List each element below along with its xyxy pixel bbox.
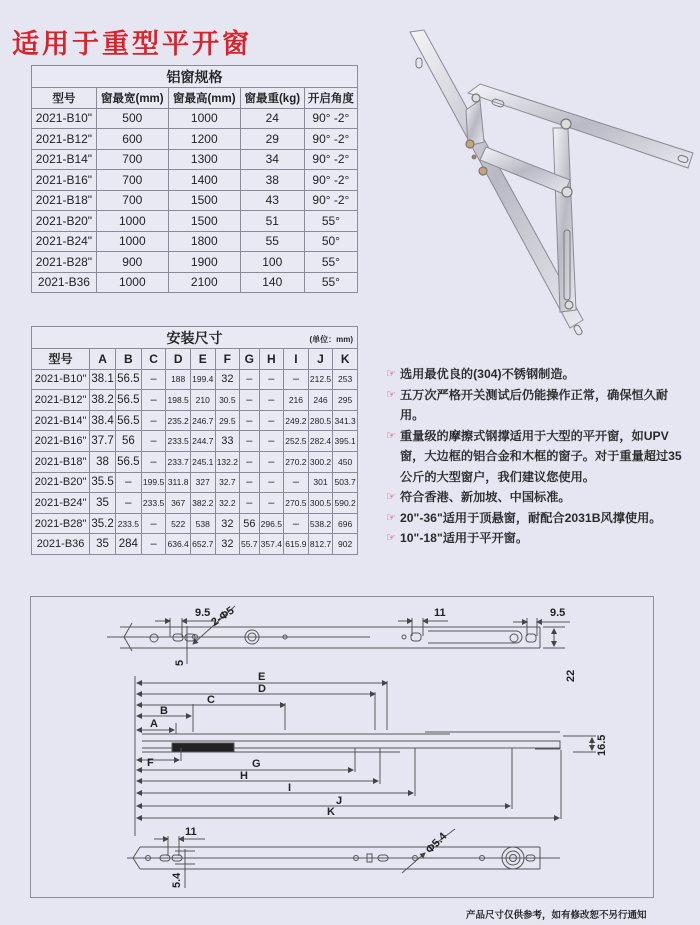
dim-9-5-left: 9.5	[195, 607, 211, 619]
spec-table-row	[32, 149, 358, 170]
install-table-cell: 56.5	[115, 369, 141, 390]
install-table-cell: 590.2	[333, 493, 358, 514]
install-table-cell: –	[240, 410, 259, 431]
unit-label: (单位：mm)	[309, 335, 353, 344]
spec-table-header-cell: 开启角度	[304, 88, 357, 109]
dim-5-4: 5.4	[171, 872, 183, 888]
spec-table-cell: 1800	[168, 231, 240, 252]
spec-table-cell: 1400	[168, 170, 240, 191]
install-table-cell: 280.5	[308, 410, 333, 431]
install-table-cell: 311.8	[166, 472, 191, 493]
install-table-cell: 32	[215, 513, 240, 534]
dim-label-g: G	[252, 758, 261, 770]
spec-table-cell: 1500	[168, 190, 240, 211]
install-table-cell: 246.7	[190, 410, 215, 431]
install-table-cell: 636.4	[166, 534, 191, 555]
install-table-cell: –	[240, 369, 259, 390]
install-table-cell: –	[141, 390, 166, 411]
spec-table-row	[32, 252, 358, 273]
spec-table-cell: 1300	[168, 149, 240, 170]
feature-text: 符合香港、新加坡、中国标准。	[400, 490, 571, 504]
install-table-cell: 199.4	[190, 369, 215, 390]
install-table-cell: 270.5	[284, 493, 309, 514]
dim-label-d: D	[258, 683, 266, 695]
dim-22: 22	[565, 669, 577, 682]
spec-table-cell: 1000	[96, 272, 168, 293]
spec-table-header-cell: 窗最宽(mm)	[96, 88, 168, 109]
dim-label-h: H	[240, 770, 248, 782]
install-table-row	[32, 513, 358, 534]
install-table-cell: 188	[166, 369, 191, 390]
install-table-header-cell: G	[240, 349, 259, 370]
install-table-row	[32, 390, 358, 411]
feature-text: 10"-18"适用于平开窗。	[400, 531, 529, 545]
install-table-cell: –	[284, 513, 309, 534]
spec-table-cell: 1500	[168, 211, 240, 232]
technical-drawing	[30, 596, 654, 898]
feature-item	[386, 364, 686, 385]
install-table-cell: 233.5	[166, 431, 191, 452]
dim-label-c: C	[207, 694, 215, 706]
install-table-header-cell: A	[90, 349, 116, 370]
spec-table-cell: 51	[240, 211, 304, 232]
feature-item	[386, 487, 686, 508]
pointing-hand-icon: ☞	[386, 388, 396, 401]
install-table-cell: 56.5	[115, 451, 141, 472]
feature-text: 选用最优良的(304)不锈钢制造。	[400, 367, 575, 381]
install-table-cell: –	[115, 493, 141, 514]
dim-5: 5	[174, 659, 186, 666]
spec-table-cell: 500	[96, 108, 168, 129]
dim-label-f: F	[147, 757, 154, 769]
install-table-cell: 450	[333, 451, 358, 472]
install-table-cell: 284	[115, 534, 141, 555]
install-table-cell: 216	[284, 390, 309, 411]
install-table-cell: –	[259, 410, 284, 431]
install-table-cell: 2021-B20"	[32, 472, 90, 493]
spec-table-cell: 29	[240, 129, 304, 150]
install-table-cell: –	[141, 534, 166, 555]
hinge-short-link	[466, 100, 484, 146]
spec-table-cell: 34	[240, 149, 304, 170]
feature-text: 五万次严格开关测试后仍能操作正常，确保恒久耐用。	[400, 387, 669, 422]
install-table-header-cell: E	[190, 349, 215, 370]
install-table-header-cell: F	[215, 349, 240, 370]
pointing-hand-icon: ☞	[386, 491, 396, 503]
install-table-cell: 35.2	[90, 513, 116, 534]
install-table-cell: 522	[166, 513, 191, 534]
install-table-cell: –	[115, 472, 141, 493]
spec-table-cell: 100	[240, 252, 304, 273]
install-table-cell: 538	[190, 513, 215, 534]
install-table-cell: 382.2	[190, 493, 215, 514]
install-table-cell: 2021-B10"	[32, 369, 90, 390]
install-table-cell: 199.5	[141, 472, 166, 493]
dim-phi-5-4: Φ5.4	[423, 830, 450, 857]
feature-text: 20"-36"适用于顶悬窗，耐配合2031B风撑使用。	[400, 510, 662, 525]
spec-table-cell: 55°	[304, 211, 357, 232]
install-table-cell: 246	[308, 390, 333, 411]
install-table-cell: –	[141, 431, 166, 452]
install-table-cell: 282.4	[308, 431, 333, 452]
dim-label-k: K	[327, 806, 335, 818]
install-table-cell: 503.7	[333, 472, 358, 493]
spec-table-row	[32, 170, 358, 191]
dim-holes: 2-Φ5	[209, 604, 237, 629]
disclaimer-note: 产品尺寸仅供参考，如有修改恕不另行通知	[466, 910, 647, 921]
install-table-cell: 367	[166, 493, 191, 514]
install-table-title: 安装尺寸	[166, 329, 223, 346]
dim-16-5: 16.5	[596, 734, 608, 756]
spec-table-cell: 55°	[304, 272, 357, 293]
install-table-cell: 32	[215, 369, 240, 390]
spec-table-cell: 24	[240, 108, 304, 129]
install-table-cell: 38	[90, 451, 116, 472]
spec-table-cell: 2100	[168, 272, 240, 293]
spec-table-cell: 2021-B14"	[32, 149, 97, 170]
spec-table-cell: 90° -2°	[304, 108, 357, 129]
spec-table-cell: 1900	[168, 252, 240, 273]
page-title: 适用于重型平开窗	[12, 29, 252, 60]
spec-table-row	[32, 272, 358, 293]
install-table-cell: 327	[190, 472, 215, 493]
feature-item	[386, 528, 686, 549]
install-table-row	[32, 451, 358, 472]
install-table-header-cell: J	[308, 349, 333, 370]
install-table-cell: 30.5	[215, 390, 240, 411]
install-table-cell: 341.3	[333, 410, 358, 431]
install-table-row	[32, 534, 358, 555]
install-table-header	[32, 349, 358, 370]
install-table-cell: –	[141, 513, 166, 534]
dim-label-a: A	[150, 718, 158, 730]
install-table-cell: 252.5	[284, 431, 309, 452]
install-table-header-cell: K	[333, 349, 358, 370]
install-table-cell: 38.2	[90, 390, 116, 411]
install-table-row	[32, 410, 358, 431]
bottom-view-bar	[127, 847, 560, 869]
install-table-cell: –	[141, 451, 166, 472]
install-table-cell: 198.5	[166, 390, 191, 411]
spec-table-cell: 2021-B16"	[32, 170, 97, 191]
install-table-cell: 233.7	[166, 451, 191, 472]
spec-table-cell: 38	[240, 170, 304, 191]
install-table-cell: 35.5	[90, 472, 116, 493]
spec-table-cell: 700	[96, 149, 168, 170]
dim-label-b: B	[160, 705, 168, 717]
spec-table-cell: 1000	[96, 231, 168, 252]
install-table-cell: 357.4	[259, 534, 284, 555]
install-table-cell: 696	[333, 513, 358, 534]
install-table-cell: 29.5	[215, 410, 240, 431]
top-view-bar	[107, 623, 540, 651]
install-table-cell: 300.5	[308, 493, 333, 514]
pointing-hand-icon: ☞	[386, 511, 396, 524]
spec-table-row	[32, 129, 358, 150]
install-table-cell: –	[240, 472, 259, 493]
spec-table-cell: 1000	[96, 211, 168, 232]
spec-table-row	[32, 211, 358, 232]
install-table-cell: –	[240, 493, 259, 514]
install-table-cell: 35	[90, 534, 116, 555]
feature-text: 重量级的摩擦式钢撑适用于大型的平开窗，如UPV窗，大边框的铝合金和木框的窗子。对于重量超过35公斤的大型窗户，我们建议您使用。	[400, 428, 682, 484]
spec-table-row	[32, 190, 358, 211]
install-table-cell: 56	[240, 513, 259, 534]
install-table-cell: 300.2	[308, 451, 333, 472]
spec-table-caption: 铝窗规格	[32, 66, 358, 88]
dim-11-top: 11	[434, 607, 446, 619]
spec-table-cell: 600	[96, 129, 168, 150]
install-table-cell: 301	[308, 472, 333, 493]
install-table-cell: –	[240, 390, 259, 411]
install-table-cell: 56.5	[115, 390, 141, 411]
install-table-row	[32, 472, 358, 493]
pointing-hand-icon: ☞	[386, 429, 396, 442]
spec-table-cell: 1200	[168, 129, 240, 150]
spec-table-cell: 50°	[304, 231, 357, 252]
install-table-cell: 2021-B14"	[32, 410, 90, 431]
spec-table-cell: 2021-B18"	[32, 190, 97, 211]
install-table-cell: –	[141, 369, 166, 390]
install-table-cell: 2021-B12"	[32, 390, 90, 411]
install-table-cell: 212.5	[308, 369, 333, 390]
install-table-cell: 2021-B36	[32, 534, 90, 555]
feature-item	[386, 385, 686, 426]
spec-table-cell: 2021-B10"	[32, 108, 97, 129]
install-table-cell: 295	[333, 390, 358, 411]
spec-table-cell: 2021-B12"	[32, 129, 97, 150]
install-table-cell: 37.7	[90, 431, 116, 452]
spec-table-cell: 2021-B28"	[32, 252, 97, 273]
install-table-cell: 38.1	[90, 369, 116, 390]
spec-table-cell: 43	[240, 190, 304, 211]
spec-table-cell: 55	[240, 231, 304, 252]
spec-table-cell: 2021-B24"	[32, 231, 97, 252]
spec-table-header	[32, 88, 358, 109]
install-table-cell: 56.5	[115, 410, 141, 431]
feature-list	[386, 364, 686, 549]
install-table-cell: –	[259, 431, 284, 452]
install-table-cell: 615.9	[284, 534, 309, 555]
install-table-cell: –	[259, 451, 284, 472]
feature-item	[386, 508, 686, 529]
install-table-header-cell: C	[141, 349, 166, 370]
install-table-cell: –	[284, 369, 309, 390]
spec-table-cell: 55°	[304, 252, 357, 273]
install-table-header-cell: D	[166, 349, 191, 370]
install-table-cell: 132.2	[215, 451, 240, 472]
install-table-cell: 210	[190, 390, 215, 411]
install-table-cell: –	[259, 390, 284, 411]
install-table-header-cell: B	[115, 349, 141, 370]
spec-table-cell: 1000	[168, 108, 240, 129]
install-table-caption	[32, 327, 358, 349]
spec-table-cell: 2021-B36	[32, 272, 97, 293]
install-table-cell: 902	[333, 534, 358, 555]
install-table-cell: –	[259, 369, 284, 390]
install-table-cell: 56	[115, 431, 141, 452]
spec-table-cell: 900	[96, 252, 168, 273]
spec-table-header-cell: 窗最高(mm)	[168, 88, 240, 109]
pointing-hand-icon: ☞	[386, 368, 396, 380]
install-table-row	[32, 431, 358, 452]
install-table-cell: 296.5	[259, 513, 284, 534]
install-table-cell: 235.2	[166, 410, 191, 431]
dim-label-j: J	[336, 795, 343, 807]
install-table-cell: 812.7	[308, 534, 333, 555]
install-table-cell: 35	[90, 493, 116, 514]
install-table	[31, 326, 358, 555]
dim-11-bottom: 11	[185, 826, 197, 838]
spec-table-cell: 90° -2°	[304, 190, 357, 211]
install-table-cell: 32.2	[215, 493, 240, 514]
spec-table-row	[32, 231, 358, 252]
install-table-cell: 249.2	[284, 410, 309, 431]
pointing-hand-icon: ☞	[386, 532, 396, 544]
install-table-cell: 2021-B16"	[32, 431, 90, 452]
install-table-cell: –	[240, 451, 259, 472]
product-photo	[388, 20, 700, 340]
install-table-cell: 32.7	[215, 472, 240, 493]
spec-table-row	[32, 108, 358, 129]
spec-table-cell: 90° -2°	[304, 149, 357, 170]
spec-table-cell: 90° -2°	[304, 129, 357, 150]
dim-label-e: E	[258, 671, 266, 683]
install-table-cell: 270.2	[284, 451, 309, 472]
install-table-cell: 253	[333, 369, 358, 390]
install-table-cell: –	[141, 410, 166, 431]
spec-table-cell: 140	[240, 272, 304, 293]
install-table-header-cell: H	[259, 349, 284, 370]
install-table-cell: 2021-B24"	[32, 493, 90, 514]
install-table-cell: 233.5	[141, 493, 166, 514]
install-table-cell: 244.7	[190, 431, 215, 452]
spec-table-cell: 700	[96, 190, 168, 211]
install-table-cell: 2021-B28"	[32, 513, 90, 534]
install-table-row	[32, 493, 358, 514]
install-table-header-cell: I	[284, 349, 309, 370]
install-table-cell: 233.5	[115, 513, 141, 534]
spec-table-cell: 90° -2°	[304, 170, 357, 191]
install-table-cell: 395.1	[333, 431, 358, 452]
install-table-cell: 32	[215, 534, 240, 555]
install-table-cell: 538.2	[308, 513, 333, 534]
install-table-cell: –	[240, 431, 259, 452]
install-table-cell: 245.1	[190, 451, 215, 472]
install-table-cell: 55.7	[240, 534, 259, 555]
install-table-cell: –	[284, 472, 309, 493]
feature-item	[386, 426, 686, 488]
install-table-cell: –	[259, 493, 284, 514]
install-table-cell: 38.4	[90, 410, 116, 431]
install-table-cell: 2021-B18"	[32, 451, 90, 472]
install-table-header-cell: 型号	[32, 349, 90, 370]
install-table-cell: 652.7	[190, 534, 215, 555]
install-table-cell: 33	[215, 431, 240, 452]
spec-table-cell: 2021-B20"	[32, 211, 97, 232]
spec-table-cell: 700	[96, 170, 168, 191]
spec-table	[31, 65, 358, 293]
dim-9-5-right: 9.5	[550, 607, 566, 619]
spec-table-header-cell: 窗最重(kg)	[240, 88, 304, 109]
dim-label-i: I	[288, 782, 292, 794]
spec-table-header-cell: 型号	[32, 88, 97, 109]
install-table-row	[32, 369, 358, 390]
install-table-cell: –	[259, 472, 284, 493]
